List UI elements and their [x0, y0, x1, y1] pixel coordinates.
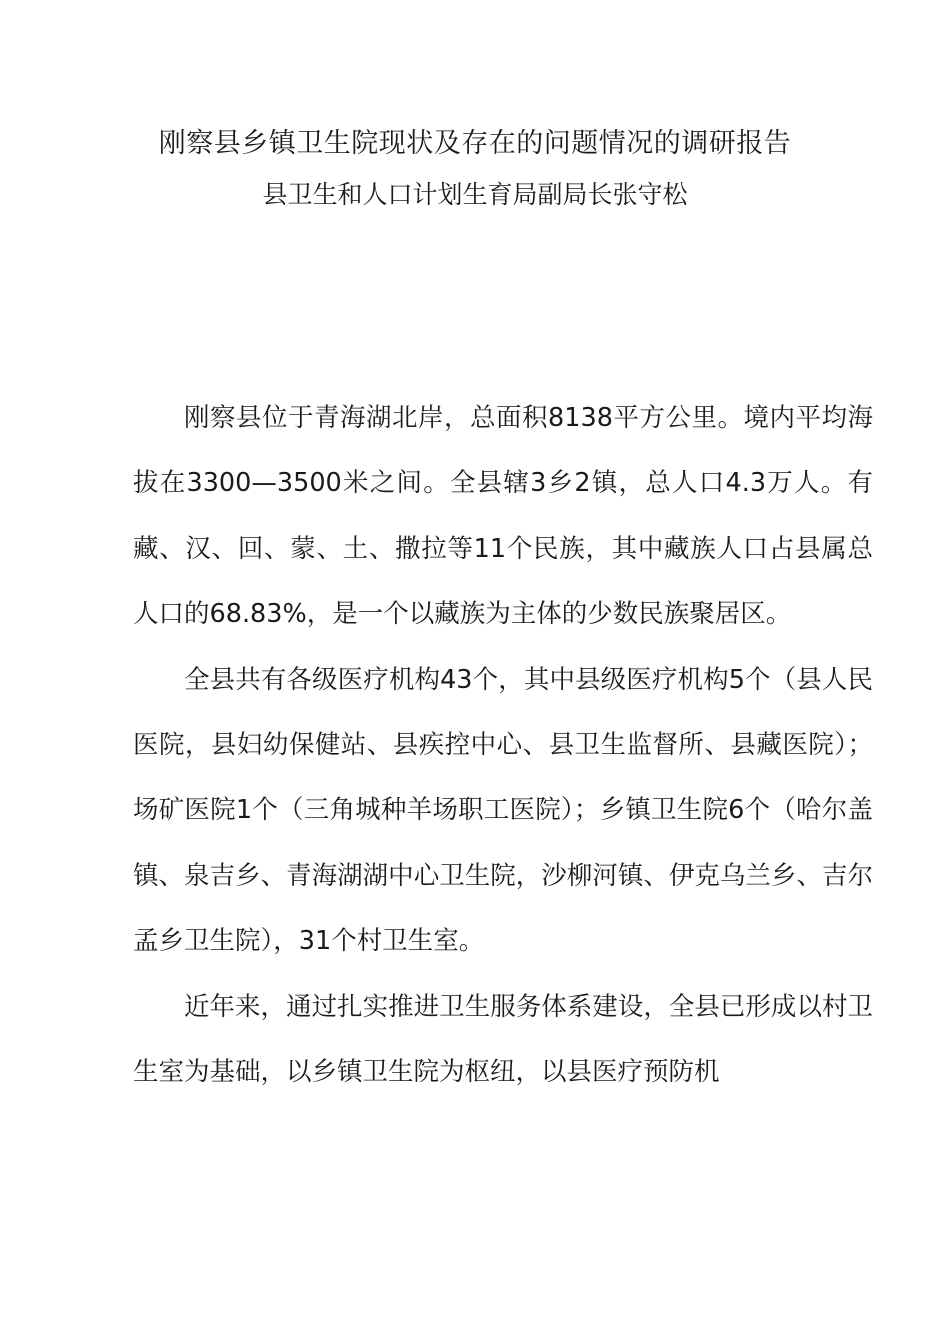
- document-author-line: 县卫生和人口计划生育局副局长张守松: [262, 180, 688, 209]
- paragraph-county-overview: 刚察县位于青海湖北岸，总面积8138平方公里。境内平均海拔在3300—3500米之间。全县辖3乡2镇，总人口4.3万人。有藏、汉、回、蒙、土、撒拉等11个民族，其中藏族人口占县属总人口的68.83%，是一个以藏族为主体的少数民族聚居区。: [133, 403, 873, 630]
- paragraph-service-system: 近年来，通过扎实推进卫生服务体系建设，全县已形成以村卫生室为基础，以乡镇卫生院为枢纽，以县医疗预防机: [133, 991, 873, 1088]
- paragraph-medical-institutions: 全县共有各级医疗机构43个，其中县级医疗机构5个（县人民医院，县妇幼保健站、县疾控中心、县卫生监督所、县藏医院）；场矿医院1个（三角城种羊场职工医院）；乡镇卫生院6个（哈尔盖镇、泉吉乡、青海湖湖中心卫生院，沙柳河镇、伊克乌兰乡、吉尔孟乡卫生院），31个村卫生室。: [133, 664, 873, 957]
- document-title: 刚察县乡镇卫生院现状及存在的问题情况的调研报告: [158, 128, 792, 159]
- document-body: [133, 386, 873, 1105]
